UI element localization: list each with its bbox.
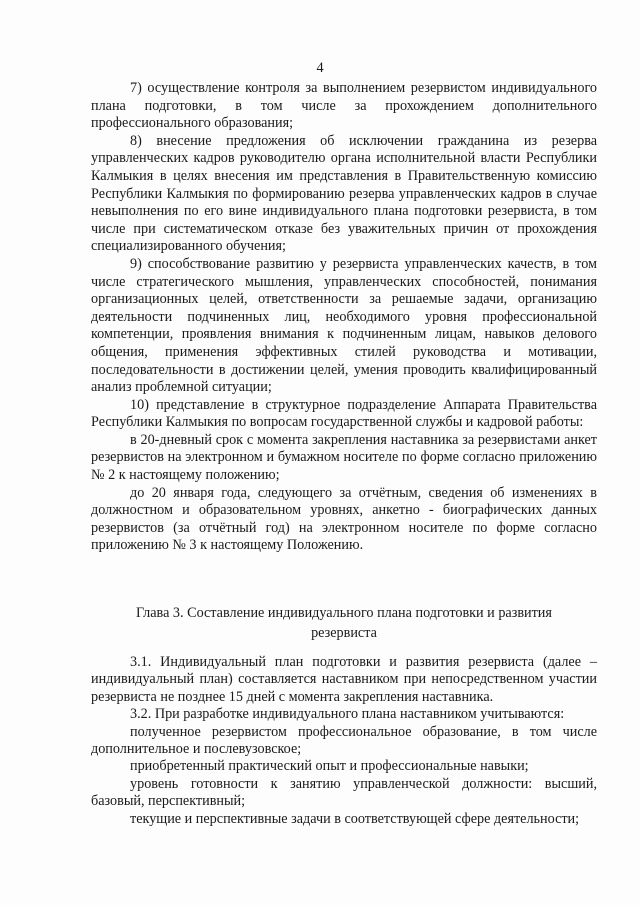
paragraph-experience: приобретенный практический опыт и профессиональные навыки;	[130, 758, 529, 775]
paragraph-item-8: 8) внесение предложения об исключении гражданина из резерва управленческих кадров руководителю органа исполнительной власти Республики Калмыкия в целях внесения им представления в Правительственную комиссию Республики Калмыкия по формированию резерва управленческих кадров в случае невыполнения по его вине индивидуального плана подготовки резервиста, в том числе при систематическом отказе без уважительных причин от прохождения специализированного обучения;	[91, 132, 597, 255]
paragraph-3-1: 3.1. Индивидуальный план подготовки и развития резервиста (далее – индивидуальный план) составляется наставником при непосредственном участии резервиста не позднее 15 дней с момента закрепления наставника.	[91, 654, 597, 705]
paragraph-item-9: 9) способствование развитию у резервиста управленческих качеств, в том числе стратегического мышления, управленческих способностей, понимания организационных целей, ответственности за решаемые задачи, организацию деятельности подчиненных лиц, необходимого уровня профессиональной компетенции, проявления внимания к подчиненным лицам, навыков делового общения, применения эффективных стилей руководства и мотивации, последовательности в достижении целей, умения проводить квалифицированный анализ проблемной ситуации;	[91, 255, 597, 396]
paragraph-subitem-changes: до 20 января года, следующего за отчётным, сведения об изменениях в должностном и образовательном уровнях, анкетно - биографических данных резервистов (за отчётный год) на электронном носителе по форме согласно приложению № 3 к настоящему Положению.	[91, 484, 597, 554]
paragraph-tasks: текущие и перспективные задачи в соответствующей сфере деятельности;	[130, 810, 580, 827]
paragraph-education: полученное резервистом профессиональное образование, в том числе дополнительное и послевузовское;	[91, 723, 597, 758]
paragraph-readiness: уровень готовности к занятию управленческой должности: высший, базовый, перспективный;	[91, 775, 597, 810]
section-bottom	[91, 654, 597, 828]
paragraph-item-7: 7) осуществление контроля за выполнением резервистом индивидуального плана подготовки, в том числе за прохождением дополнительного профессионального образования;	[91, 80, 597, 132]
paragraph-3-2: 3.2. При разработке индивидуального плана наставником учитываются:	[130, 706, 565, 723]
paragraph-subitem-questionnaires: в 20-дневный срок с момента закрепления наставника за резервистами анкет резервистов на электронном и бумажном носителе по форме согласно приложению № 2 к настоящему положению;	[91, 431, 597, 484]
chapter-heading-line2: резервиста	[311, 625, 377, 641]
paragraph-item-10: 10) представление в структурное подразделение Аппарата Правительства Республики Калмыкия по вопросам государственной службы и кадровой работы:	[91, 396, 597, 431]
section-top	[91, 80, 597, 555]
page-number: 4	[316, 60, 324, 76]
chapter-heading	[91, 603, 597, 643]
chapter-heading-line1: Глава 3. Составление индивидуального плана подготовки и развития	[136, 605, 552, 621]
